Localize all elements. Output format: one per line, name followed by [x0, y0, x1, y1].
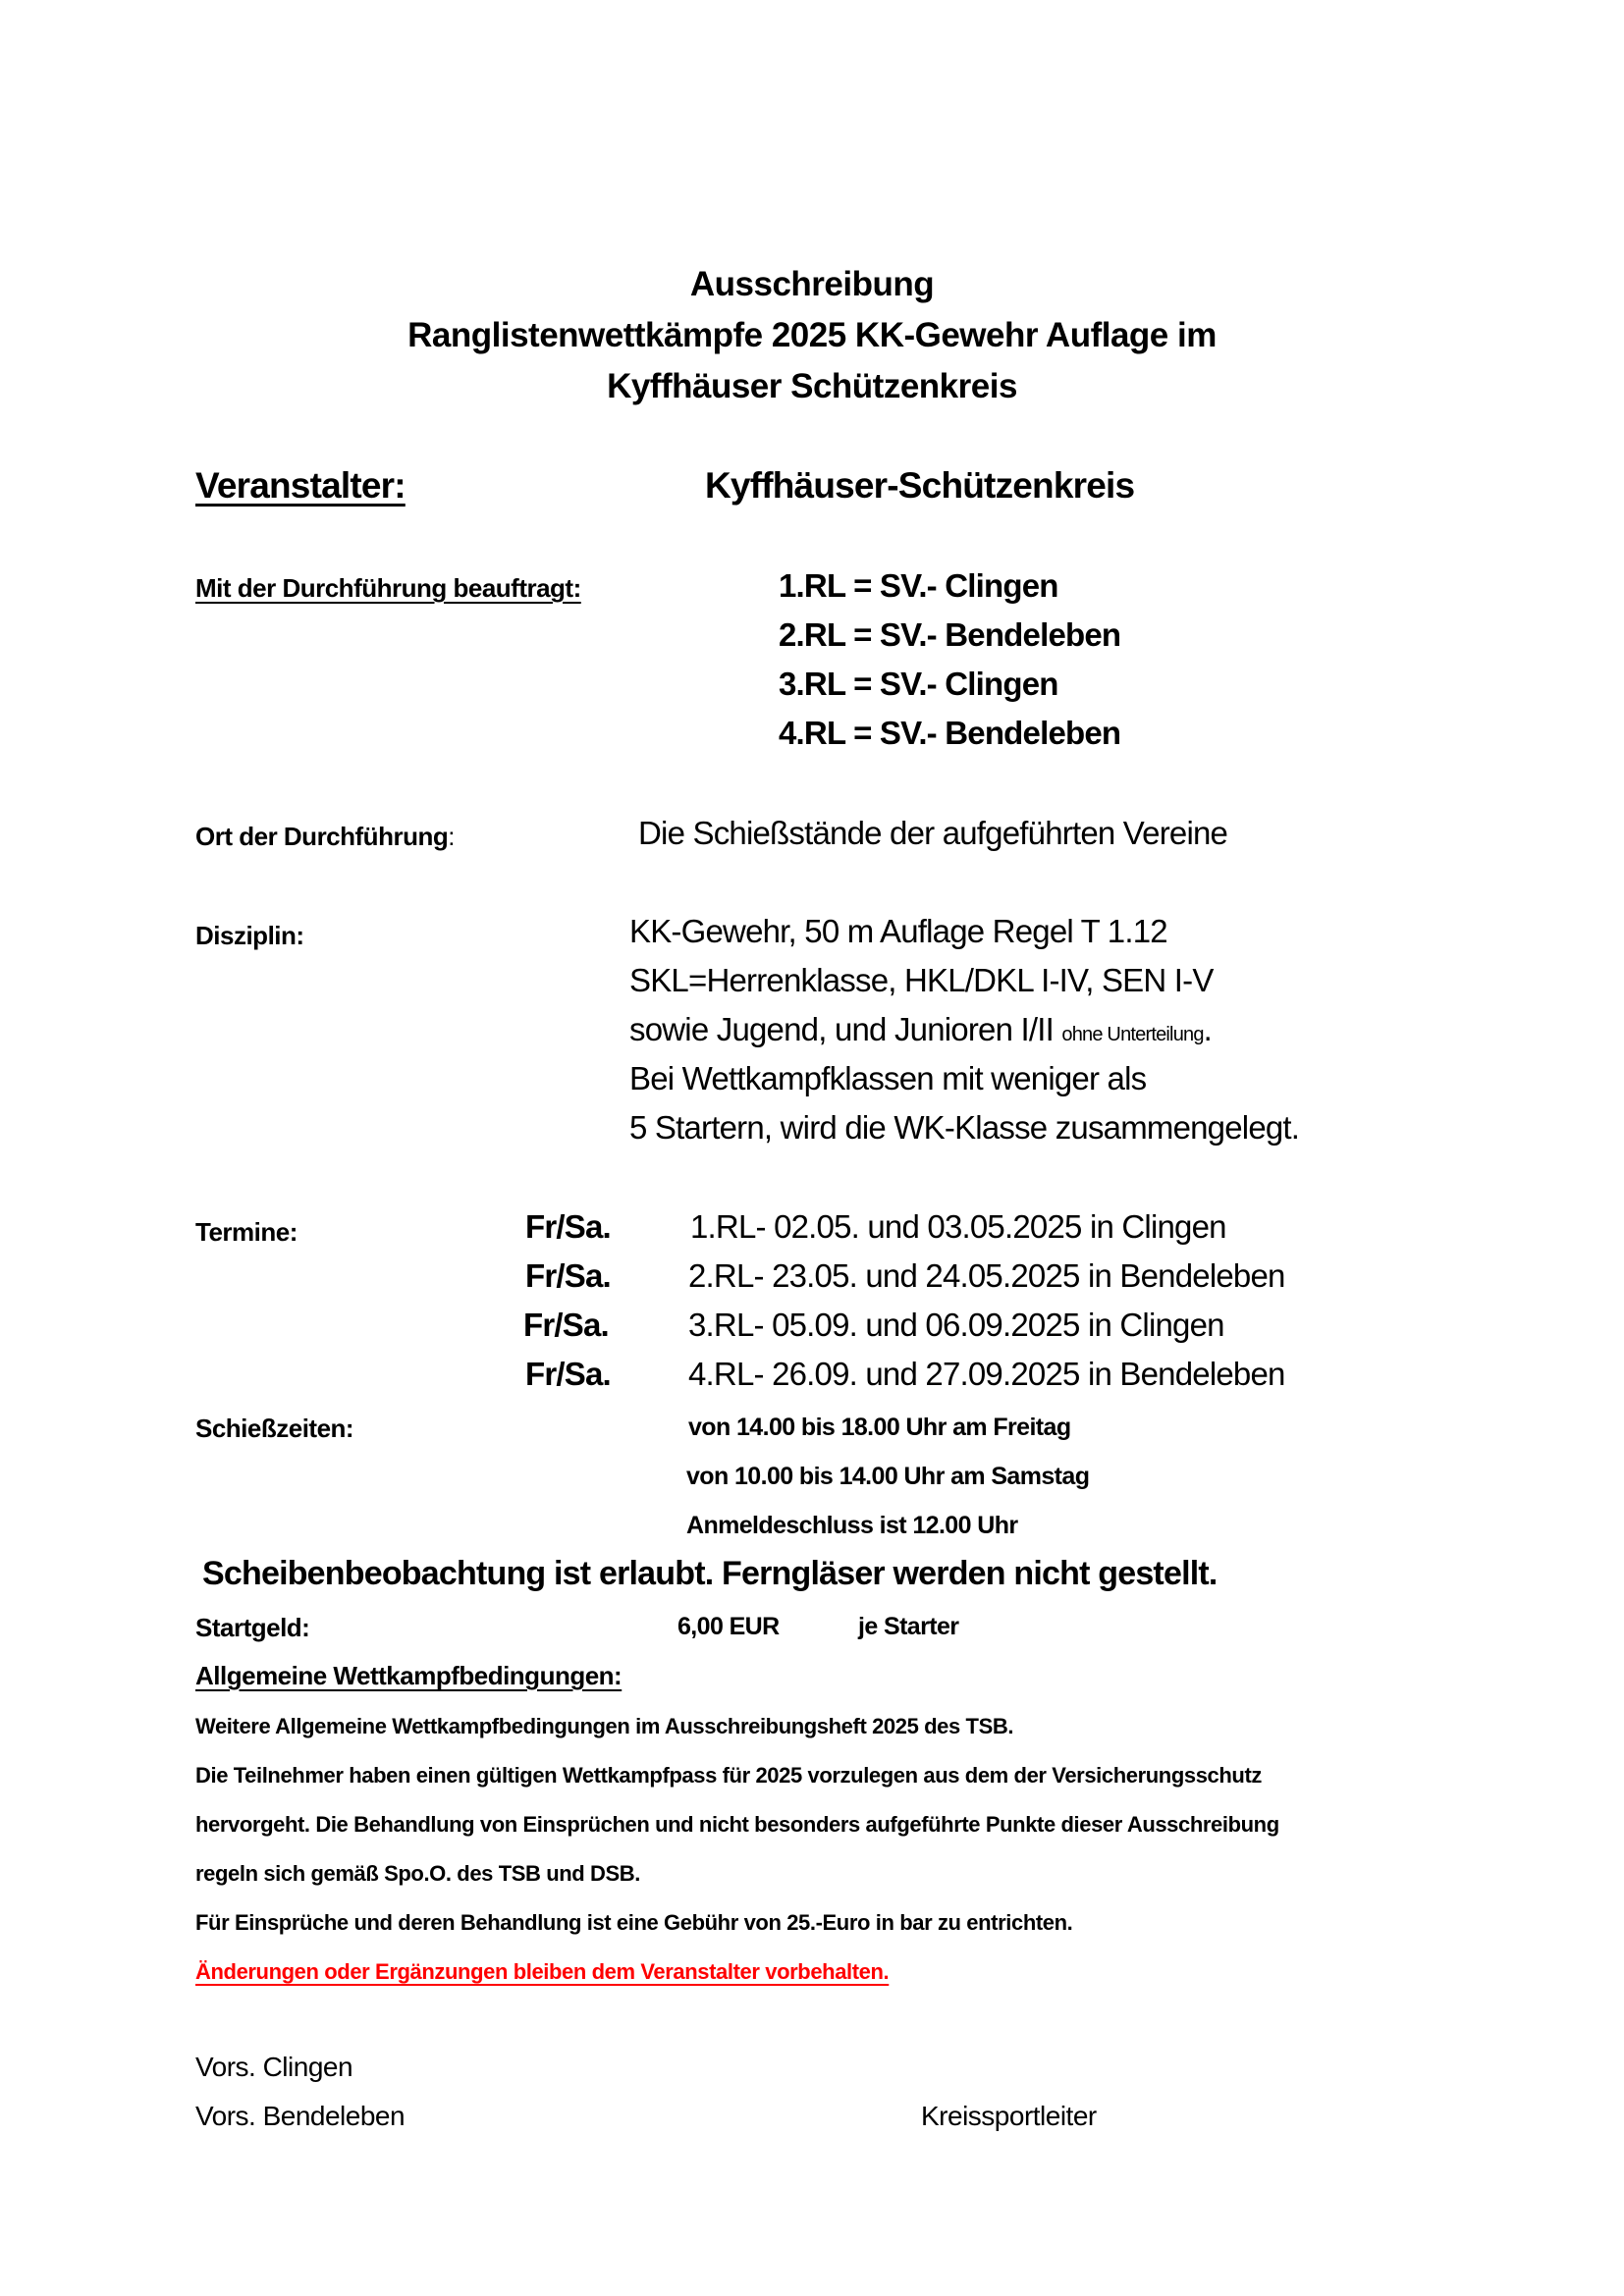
execution-label-text: Mit der Durchführung beauftragt:: [195, 573, 581, 603]
conditions-line-3: hervorgeht. Die Behandlung von Einsprüchen und nicht besonders aufgeführte Punkte dieser Ausschreibung: [195, 1812, 1279, 1837]
title-line-2: Ranglistenwettkämpfe 2025 KK-Gewehr Auflage im: [407, 316, 1217, 354]
discipline-line-3: [629, 1011, 1212, 1048]
conditions-line-5: Für Einsprüche und deren Behandlung ist eine Gebühr von 25.-Euro in bar zu entrichten.: [195, 1910, 1073, 1935]
execution-round-4: 4.RL = SV.- Bendeleben: [779, 715, 1121, 751]
fee-label: Startgeld:: [195, 1613, 310, 1642]
organizer-label: Veranstalter:: [195, 465, 406, 506]
discipline-line-5: 5 Startern, wird die WK-Klasse zusammengelegt.: [629, 1109, 1300, 1146]
discipline-line-4: Bei Wettkampfklassen mit weniger als: [629, 1060, 1147, 1096]
organizer-value: Kyffhäuser-Schützenkreis: [705, 465, 1135, 506]
fee-per: je Starter: [858, 1613, 959, 1640]
date-days-2: Fr/Sa.: [525, 1257, 611, 1294]
title-line-3: Kyffhäuser Schützenkreis: [607, 367, 1017, 405]
execution-round-2: 2.RL = SV.- Bendeleben: [779, 616, 1121, 653]
discipline-line-3-end: .: [1203, 1011, 1213, 1047]
date-entry-2: 2.RL- 23.05. und 24.05.2025 in Bendeleben: [688, 1257, 1285, 1294]
signature-kreissportleiter: Kreissportleiter: [921, 2101, 1097, 2131]
fee-amount: 6,00 EUR: [677, 1613, 780, 1640]
conditions-line-1: Weitere Allgemeine Wettkampfbedingungen im Ausschreibungsheft 2025 des TSB.: [195, 1714, 1014, 1738]
notice-text: Scheibenbeobachtung ist erlaubt. Ferngläser werden nicht gestellt.: [202, 1555, 1218, 1592]
date-days-4: Fr/Sa.: [525, 1356, 611, 1392]
signature-bendeleben: Vors. Bendeleben: [195, 2101, 406, 2131]
discipline-line-3-note: ohne Unterteilung: [1061, 1024, 1204, 1045]
discipline-line-1: KK-Gewehr, 50 m Auflage Regel T 1.12: [629, 913, 1167, 949]
execution-label: [195, 573, 624, 604]
conditions-label: Allgemeine Wettkampfbedingungen:: [195, 1661, 623, 1690]
discipline-label: Disziplin:: [195, 921, 304, 950]
signature-clingen: Vors. Clingen: [195, 2052, 353, 2082]
shooting-time-1: von 14.00 bis 18.00 Uhr am Freitag: [688, 1414, 1071, 1441]
shooting-time-2: von 10.00 bis 14.00 Uhr am Samstag: [686, 1463, 1090, 1490]
location-label-colon: :: [448, 822, 455, 851]
shooting-times-label: Schießzeiten:: [195, 1414, 354, 1443]
date-entry-3: 3.RL- 05.09. und 06.09.2025 in Clingen: [688, 1307, 1224, 1343]
discipline-line-2: SKL=Herrenklasse, HKL/DKL I-IV, SEN I-V: [629, 962, 1214, 998]
location-value: Die Schießstände der aufgeführten Vereine: [638, 815, 1228, 851]
date-entry-1: 1.RL- 02.05. und 03.05.2025 in Clingen: [690, 1208, 1226, 1245]
conditions-line-4: regeln sich gemäß Spo.O. des TSB und DSB.: [195, 1861, 641, 1886]
date-days-1: Fr/Sa.: [525, 1208, 611, 1245]
title-line-1: Ausschreibung: [689, 265, 935, 303]
location-label-text: Ort der Durchführung: [195, 822, 449, 851]
date-entry-4: 4.RL- 26.09. und 27.09.2025 in Bendeleben: [688, 1356, 1285, 1392]
date-days-3: Fr/Sa.: [523, 1307, 609, 1343]
dates-label: Termine:: [195, 1217, 298, 1247]
registration-deadline: Anmeldeschluss ist 12.00 Uhr: [686, 1512, 1018, 1539]
execution-round-3: 3.RL = SV.- Clingen: [779, 666, 1058, 702]
reservation-notice: Änderungen oder Ergänzungen bleiben dem Veranstalter vorbehalten.: [195, 1959, 890, 1984]
conditions-line-2: Die Teilnehmer haben einen gültigen Wettkampfpass für 2025 vorzulegen aus dem der Versicherungsschutz: [195, 1763, 1262, 1788]
execution-round-1: 1.RL = SV.- Clingen: [779, 567, 1058, 604]
discipline-line-3-text: sowie Jugend, und Junioren I/II: [629, 1011, 1054, 1047]
location-label: [195, 822, 455, 852]
